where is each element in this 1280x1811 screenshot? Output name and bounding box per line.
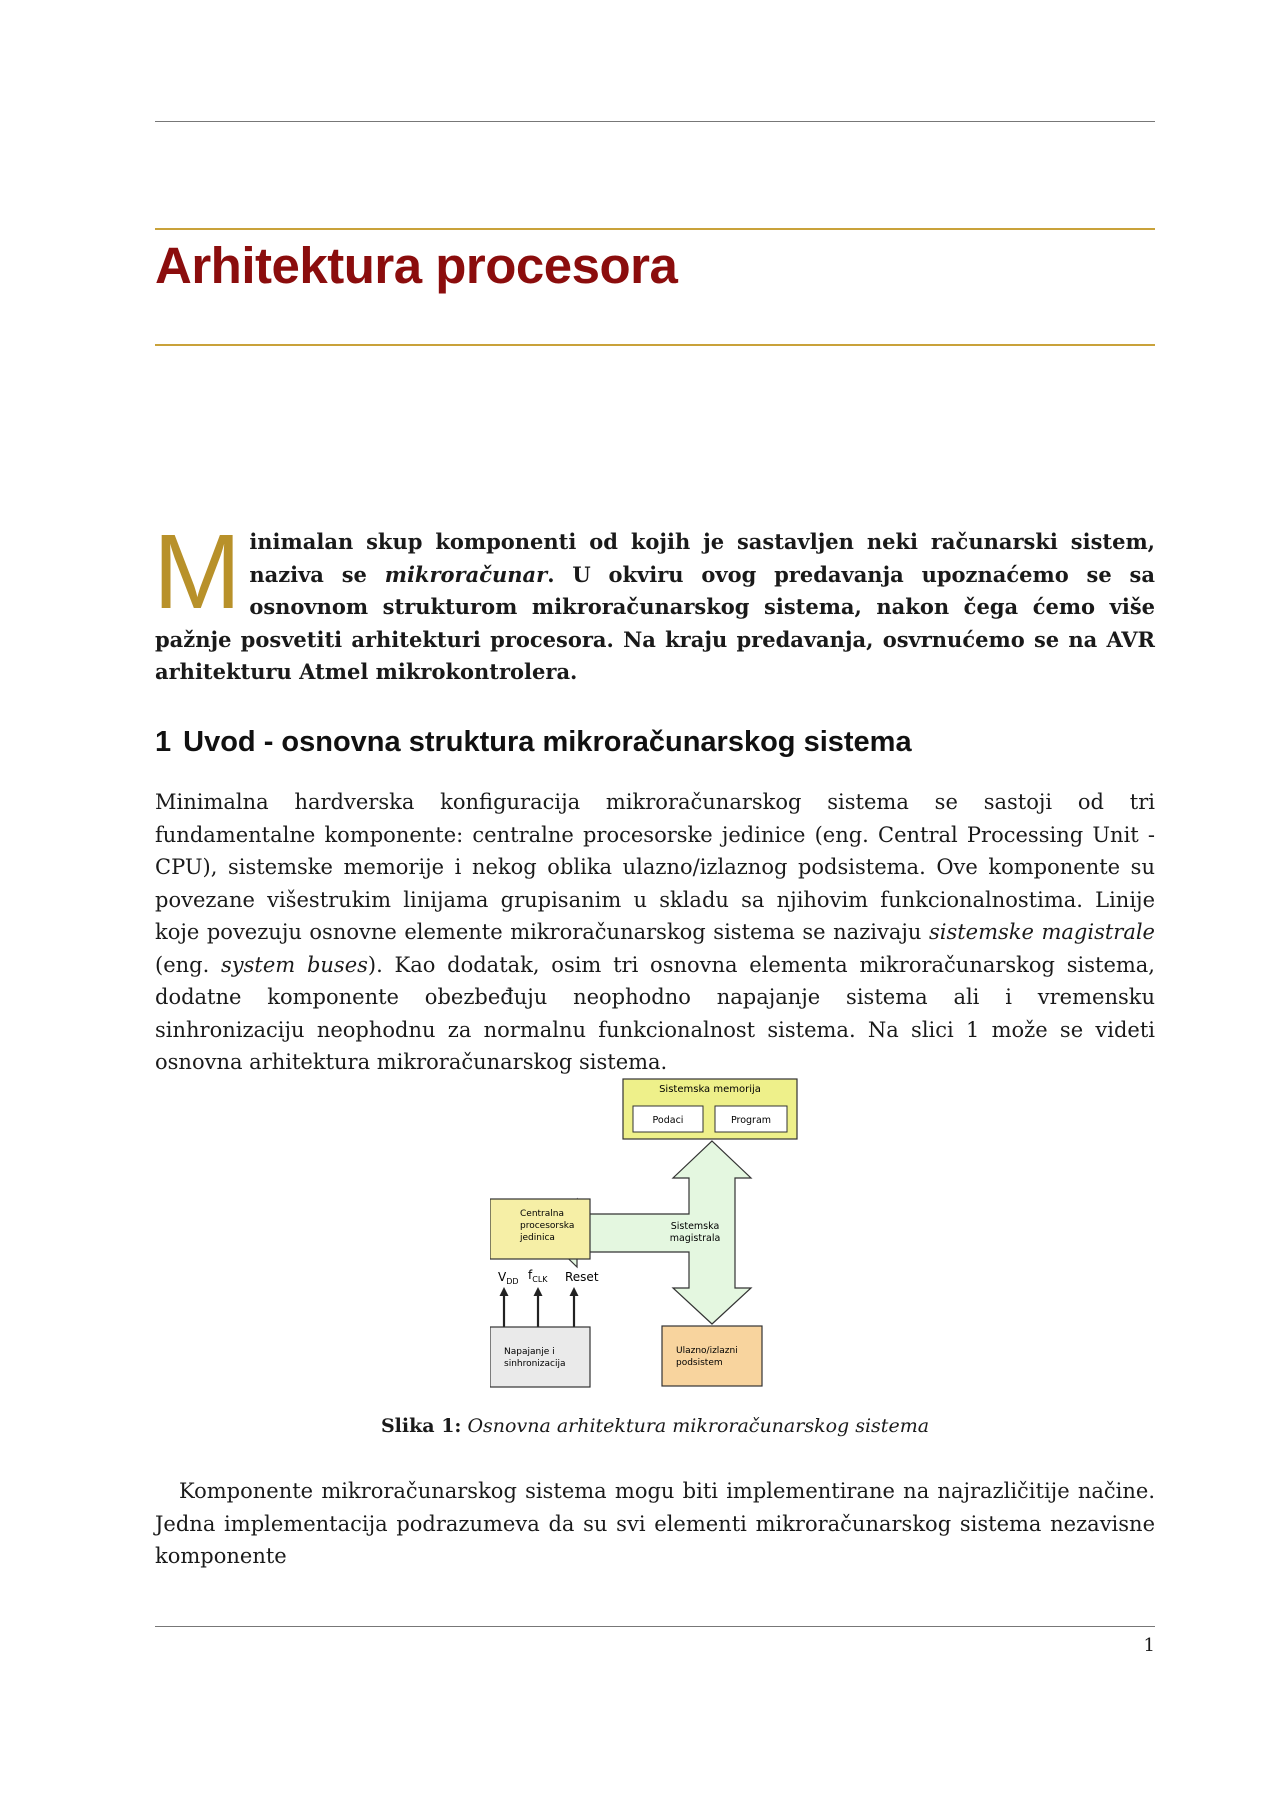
fclk-label xyxy=(528,1268,548,1284)
paragraph-1-em-1: sistemske magistrale xyxy=(928,920,1155,944)
section-number: 1 xyxy=(155,726,172,758)
page-title: Arhitektura procesora xyxy=(155,237,678,294)
title-rule-top xyxy=(155,228,1155,230)
page-number: 1 xyxy=(1143,1635,1155,1656)
paragraph-1-text-a: Minimalna hardverska konfiguracija mikroračunarskog sistema se sastoji od tri fundamentalne komponente: centralne procesorske jedinice (eng. Central Processing Unit - CPU), sistemske memorije i nekog oblika ulazno/izlaznog podsistema. Ove komponente su povezane višestrukim linijama grupisanim u skladu sa njihovim funkcionalnostima. Linije koje povezuju osnovne elemente mikroračunarskog sistema se nazivaju xyxy=(155,790,1155,944)
section-heading xyxy=(155,726,912,759)
power-label-line2: sinhronizacija xyxy=(504,1359,566,1369)
paragraph-1-em-2: system buses xyxy=(221,952,368,977)
data-label: Podaci xyxy=(652,1115,684,1126)
figure-caption xyxy=(155,1415,1155,1437)
abstract xyxy=(153,513,1155,689)
io-box xyxy=(662,1326,762,1386)
vdd-arrowhead xyxy=(500,1287,509,1296)
cpu-label-line1: Centralna xyxy=(520,1209,564,1219)
title-rule-bottom xyxy=(155,344,1155,346)
abstract-text-start: inimalan skup komponenti od kojih je sastavljen neki računarski sistem, naziva se xyxy=(249,529,1155,587)
reset-label: Reset xyxy=(565,1270,599,1284)
program-label: Program xyxy=(730,1115,772,1126)
io-label-line2: podsistem xyxy=(676,1358,723,1368)
dropcap: M xyxy=(153,513,242,631)
bus-label-line1: Sistemska xyxy=(670,1221,720,1232)
power-box xyxy=(490,1327,590,1387)
io-label-line1: Ulazno/izlazni xyxy=(676,1346,738,1356)
reset-arrowhead xyxy=(570,1287,579,1296)
vdd-label-main: V xyxy=(498,1270,507,1284)
footer-rule xyxy=(155,1626,1155,1627)
cpu-label-line2: procesorska xyxy=(520,1221,575,1231)
architecture-figure xyxy=(490,1078,810,1390)
caption-text: Osnovna arhitektura mikroračunarskog sistema xyxy=(467,1415,930,1437)
paragraph-1-text-c: ). Kao dodatak, osim tri osnovna elementa mikroračunarskog sistema, dodatne komponente obezbeđuju neophodno napajanje sistema ali i vremensku sinhronizaciju neophodnu za normalnu funkcionalnost sistema. Na slici 1 može se videti osnovna arhitektura mikroračunarskog sistema. xyxy=(155,952,1155,1074)
paragraph-1 xyxy=(155,786,1155,1079)
section-title: Uvod - osnovna struktura mikroračunarskog sistema xyxy=(183,726,912,758)
header-rule xyxy=(155,121,1155,122)
memory-label: Sistemska memorija xyxy=(659,1084,761,1095)
signal-arrows xyxy=(500,1287,579,1327)
fclk-arrowhead xyxy=(534,1287,543,1296)
vdd-label xyxy=(498,1270,519,1286)
caption-label: Slika 1: xyxy=(380,1415,462,1437)
paragraph-1-text-b: (eng. xyxy=(155,952,222,977)
fclk-label-sub: CLK xyxy=(532,1275,548,1284)
abstract-text-end: . U okviru ovog predavanja upoznaćemo se sa osnovnom strukturom mikroračunarskog sistema, nakon čega ćemo više pažnje posvetiti arhitekturi procesora. Na kraju predavanja, osvrnućemo se na AVR arhitekturu Atmel mikrokontrolera. xyxy=(155,561,1155,684)
architecture-diagram xyxy=(490,1078,810,1390)
bus-label-line2: magistrala xyxy=(669,1233,721,1244)
abstract-emphasis: mikroračunar xyxy=(384,561,548,587)
paragraph-2: Komponente mikroračunarskog sistema mogu biti implementirane na najrazličitije načine. Jedna implementacija podrazumeva da su svi elementi mikroračunarskog sistema nezavisne komponente xyxy=(155,1479,1155,1568)
vdd-label-sub: DD xyxy=(506,1277,519,1286)
fclk-label-main: f xyxy=(528,1268,533,1282)
power-label-line1: Napajanje i xyxy=(504,1347,555,1357)
cpu-label-line3: jedinica xyxy=(520,1233,555,1243)
